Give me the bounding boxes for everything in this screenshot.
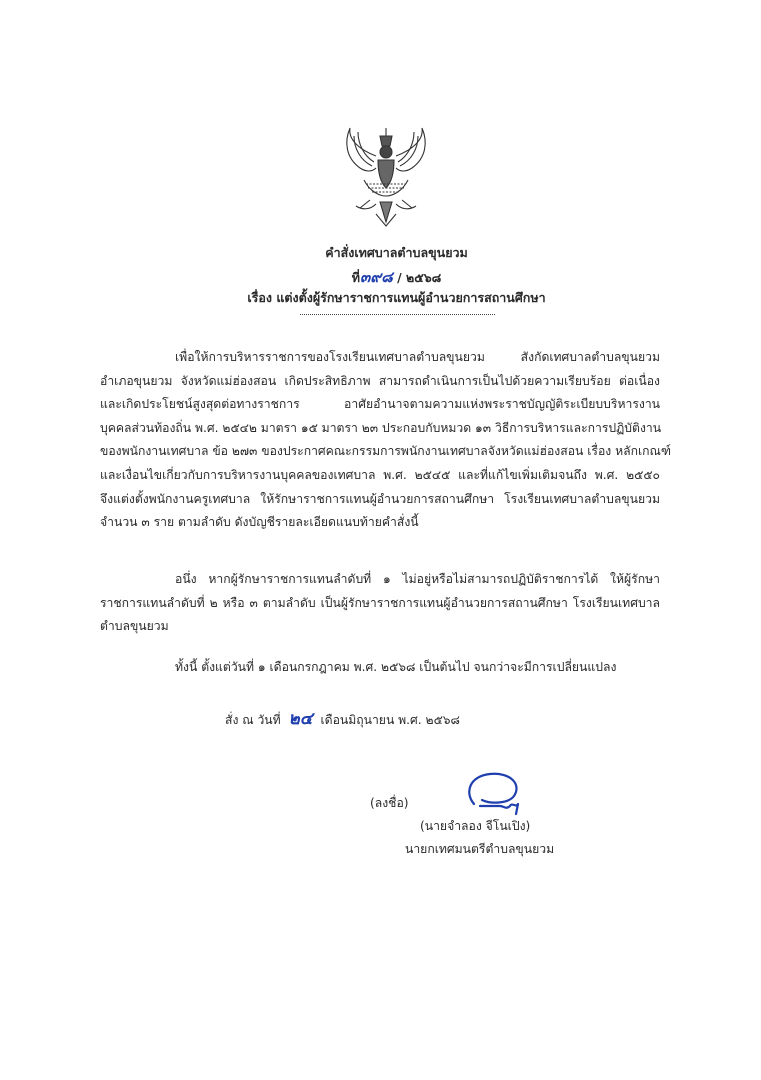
signer-name: (นายจำลอง จีโนเปิง) [420, 819, 531, 833]
signature-label: (ลงชื่อ) [370, 796, 409, 810]
order-title: คำสั่งเทศบาลตำบลขุนยวม [325, 245, 468, 260]
ordered-prefix: สั่ง ณ วันที่ [225, 713, 281, 727]
order-subject: เรื่อง แต่งตั้งผู้รักษาราชการแทนผู้อำนวยการสถานศึกษา [247, 290, 546, 305]
order-number-prefix: ที่ [351, 270, 360, 285]
ordered-date [225, 705, 460, 732]
paragraph-substitute [100, 568, 660, 639]
garuda-emblem-icon [340, 122, 432, 230]
paragraph-line: ราชการแทนลำดับที่ ๒ หรือ ๓ ตามลำดับ เป็นผู้รักษาราชการแทนผู้อำนวยการสถานศึกษา โรงเรียนเทศบาล [100, 595, 660, 610]
paragraph-line: และเงื่อนไขเกี่ยวกับการบริหารงานบุคคลของเทศบาล พ.ศ. ๒๕๔๕ และที่แก้ไขเพิ่มเติมจนถึง พ.ศ. ๒๕๕๐ [100, 467, 660, 482]
paragraph-line: จึงแต่งตั้งพนักงานครูเทศบาล ให้รักษาราชการแทนผู้อำนวยการสถานศึกษา โรงเรียนเทศบาลตำบลขุนยวม [100, 491, 660, 506]
signature-icon [460, 770, 530, 820]
paragraph-line: และเกิดประโยชน์สูงสุดต่อทางราชการ อาศัยอำนาจตามความแห่งพระราชบัญญัติระเบียบบริหารงาน [100, 397, 660, 412]
dotted-divider [300, 314, 495, 315]
ordered-suffix: เดือนมิถุนายน พ.ศ. ๒๕๖๘ [320, 713, 460, 727]
paragraph-line: เพื่อให้การบริหารราชการของโรงเรียนเทศบาลตำบลขุนยวม สังกัดเทศบาลตำบลขุนยวม [175, 350, 660, 364]
paragraph-main [100, 346, 671, 535]
order-number-year: / ๒๕๖๘ [392, 270, 442, 285]
paragraph-line: อำเภอขุนยวม จังหวัดแม่ฮ่องสอน เกิดประสิทธิภาพ สามารถดำเนินการเป็นไปด้วยความเรียบร้อย ต่อเนื่อง [100, 373, 660, 388]
paragraph-line: บุคคลส่วนท้องถิ่น พ.ศ. ๒๕๔๒ มาตรา ๑๕ มาตรา ๒๓ ประกอบกับหมวด ๑๓ วิธีการบริหารและการปฏิบัติงาน [100, 420, 662, 435]
ordered-day-handwritten: ๒๔ [288, 709, 313, 729]
paragraph-line: ตำบลขุนยวม [100, 619, 169, 634]
paragraph-line: ของพนักงานเทศบาล ข้อ ๒๗๓ ของประกาศคณะกรรมการพนักงานเทศบาลจังหวัดแม่ฮ่องสอน เรื่อง หลักเกณฑ์ [100, 444, 671, 459]
signer-position: นายกเทศมนตรีตำบลขุนยวม [405, 842, 555, 856]
paragraph-line: อนึ่ง หากผู้รักษาราชการแทนลำดับที่ ๑ ไม่อยู่หรือไม่สามารถปฏิบัติราชการได้ ให้ผู้รักษา [175, 572, 660, 586]
paragraph-line: จำนวน ๓ ราย ตามลำดับ ดังบัญชีรายละเอียดแนบท้ายคำสั่งนี้ [100, 515, 419, 530]
order-number-handwritten: ๓๙๘ [359, 268, 393, 286]
effective-date: ทั้งนี้ ตั้งแต่วันที่ ๑ เดือนกรกฎาคม พ.ศ. ๒๕๖๘ เป็นต้นไป จนกว่าจะมีการเปลี่ยนแปลง [175, 660, 617, 674]
order-number [16, 265, 761, 289]
